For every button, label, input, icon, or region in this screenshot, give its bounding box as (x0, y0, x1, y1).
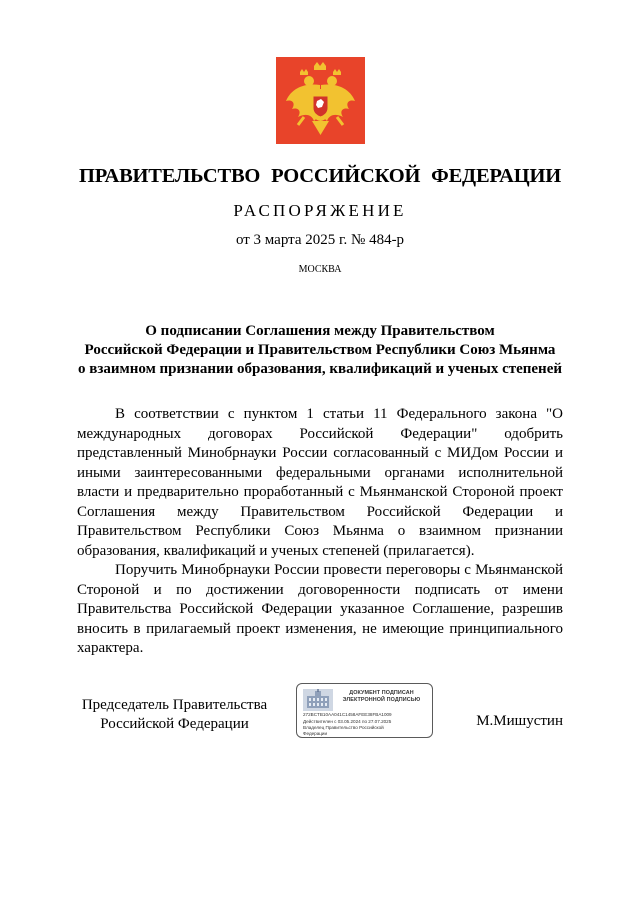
signatory-name: М.Мишустин (476, 713, 563, 729)
document-subject (60, 322, 580, 379)
stamp-owner: Федерации (303, 730, 328, 736)
body-paragraph: В соответствии с пунктом 1 статьи 11 Федерального закона "О международных договорах Российской Федерации" одобрить представленный Минобрнауки России согласованный с МИДом России и иными заинтересованными федеральными органами исполнительной власти и предварительно проработанный с Мьянманской Стороной проект Соглашения между Правительством Российской Федерации и Правительством Республики Союз Мьянма о взаимном признании образования, квалификаций и ученых степеней (прилагается). (77, 406, 563, 559)
document-city: МОСКВА (298, 264, 342, 275)
subject-line: Российской Федерации и Правительством Республики Союз Мьянма (84, 342, 556, 358)
body-paragraph: Поручить Минобрнауки России провести переговоры с Мьянманской Стороной и по достижении договоренности подписать от имени Правительства Российской Федерации указанное Соглашение, разрешив вносить в прилагаемый проект изменения, не имеющие принципиального характера. (77, 562, 563, 656)
coat-of-arms-icon (276, 57, 365, 144)
document-type: РАСПОРЯЖЕНИЕ (233, 201, 407, 220)
signatory-position (77, 696, 272, 734)
stamp-title (335, 690, 428, 704)
stamp-title-line: ДОКУМЕНТ ПОДПИСАН (349, 690, 414, 696)
electronic-signature-stamp (296, 683, 433, 738)
stamp-title-line: ЭЛЕКТРОННОЙ ПОДПИСЬЮ (342, 697, 421, 703)
government-building-icon (303, 689, 333, 711)
subject-line: о взаимном признании образования, квалификаций и ученых степеней (77, 361, 563, 377)
document-date-number: от 3 марта 2025 г. № 484-р (235, 232, 405, 248)
stamp-validity: Действителен с 03.05.2024 по 27.07.2025 (303, 719, 392, 724)
position-line: Российской Федерации (100, 716, 249, 732)
stamp-owner: Владелец Правительство Российской (303, 725, 384, 730)
government-title: ПРАВИТЕЛЬСТВО РОССИЙСКОЙ ФЕДЕРАЦИИ (79, 165, 561, 187)
subject-line: О подписании Соглашения между Правительством (145, 323, 495, 339)
position-line: Председатель Правительства (81, 697, 268, 713)
document-body (77, 405, 563, 659)
stamp-certificate: 272BCTB10AA041C1458AFEE38FBA1009 (303, 712, 392, 717)
